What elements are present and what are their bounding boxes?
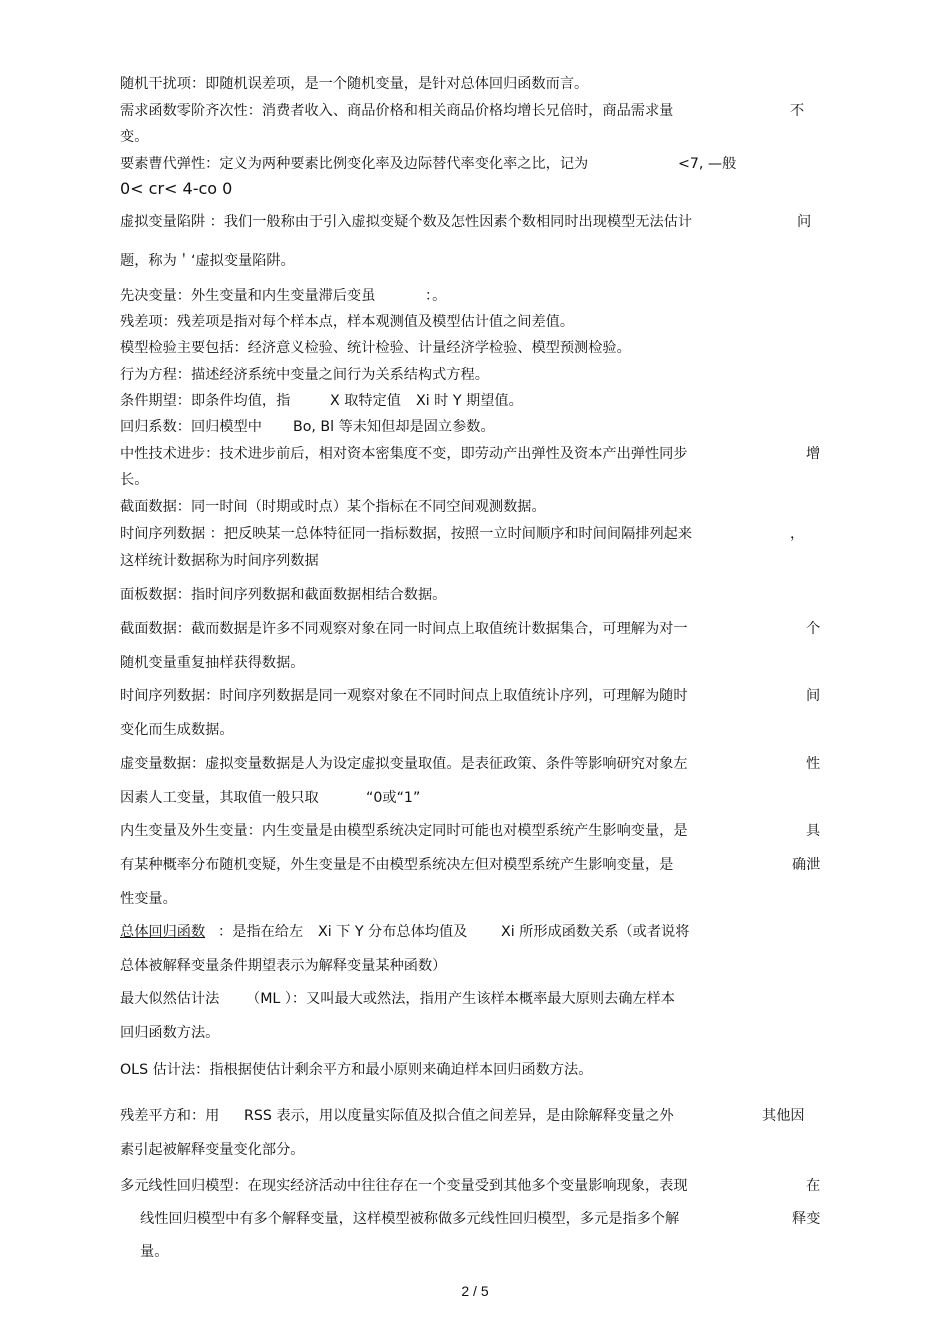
text-line [0, 364, 950, 386]
line-text: X 取特定值 [330, 393, 401, 409]
line-text: Xi 所形成函数关系（或者说将 [501, 924, 690, 940]
text-line [0, 469, 950, 491]
text-line [0, 153, 950, 175]
line-text: Xi 时 Y 期望值。 [416, 393, 523, 409]
line-text-end: 性 [806, 756, 821, 772]
text-line [0, 685, 950, 707]
line-text: RSS 表示，用以度量实际值及拟合值之间差异，是由除解释变量之外 [244, 1108, 674, 1124]
text-line [0, 285, 950, 307]
text-line [0, 416, 950, 438]
page-number: 2 / 5 [461, 1283, 489, 1299]
line-text-end: 个 [806, 621, 821, 637]
line-text: ：是指在给左 [218, 924, 304, 940]
text-line [0, 652, 950, 674]
text-line [0, 550, 950, 572]
line-text: 虚变量数据：虚拟变量数据是人为设定虚拟变量取值。是表征政策、条件等影响研究对象左 [120, 756, 688, 772]
line-text: （ML ）：又叫最大或然法，指用产生该样本概率最大原则去确左样本 [246, 991, 675, 1007]
text-line [0, 854, 950, 876]
text-line [0, 100, 950, 122]
line-text: 变化而生成数据。 [120, 722, 234, 738]
line-text: 线性回归模型中有多个解释变量，这样模型被称做多元线性回归模型，多元是指多个解 [140, 1211, 680, 1227]
line-text-end: 问 [797, 214, 812, 230]
line-text: 条件期望：即条件均值，指 [120, 393, 291, 409]
line-text: 中性技术进步：技术进步前后，相对资本密集度不变，即劳动产出弹性及资本产出弹性同步 [120, 446, 688, 462]
text-line [0, 1105, 950, 1127]
line-text: 总体被解释变量条件期望表示为解释变量某种函数） [120, 958, 447, 974]
line-text: 素引起被解释变量变化部分。 [120, 1142, 305, 1158]
text-line [0, 73, 950, 95]
line-text: 量。 [140, 1244, 169, 1260]
line-text: “0或“1” [366, 790, 421, 806]
text-line [0, 888, 950, 910]
text-line [0, 921, 950, 943]
text-line [0, 250, 950, 272]
text-line [0, 1059, 950, 1081]
text-line [0, 955, 950, 977]
line-text-end: 具 [806, 823, 821, 839]
text-line [0, 787, 950, 809]
line-text: 要素曹代弹性：定义为两种要素比例变化率及边际替代率变化率之比，记为 [120, 156, 589, 172]
text-line [0, 719, 950, 741]
text-line [0, 753, 950, 775]
line-text: 回归函数方法。 [120, 1025, 220, 1041]
text-line [0, 390, 950, 412]
line-text: 长。 [120, 472, 149, 488]
text-line [0, 988, 950, 1010]
line-text: 性变量。 [120, 891, 177, 907]
line-text-end: 确泄 [792, 857, 821, 873]
formula-text: 0< cr< 4-co 0 [120, 179, 233, 198]
line-text: 先决变量：外生变量和内生变量滞后变虽 [120, 288, 376, 304]
line-text: 时间序列数据：时间序列数据是同一观察对象在不同时间点上取值统讣序列，可理解为随时 [120, 688, 688, 704]
line-text: 回归系数：回归模型中 [120, 419, 262, 435]
line-text-end: ， [790, 526, 805, 542]
text-line [0, 311, 950, 333]
line-text: Bo, Bl 等未知但却是固立参数。 [293, 419, 495, 435]
line-text: 需求函数零阶齐次性：消费者收入、商品价格和相关商品价格均增长兄倍时，商品需求量 [120, 103, 674, 119]
line-text: Xi 下 Y 分布总体均值及 [318, 924, 468, 940]
text-line [0, 1139, 950, 1161]
line-text: 多元线性回归模型：在现实经济活动中往往存在一个变量受到其他多个变量影响现象，表现 [120, 1178, 688, 1194]
text-line [0, 1241, 950, 1263]
line-text-end: ：。 [425, 288, 447, 304]
line-text: 因素人工变量，其取值一般只取 [120, 790, 319, 806]
line-text: 最大似然估计法 [120, 991, 220, 1007]
line-text: 时间序列数据 ：把反映某一总体特征同一指标数据，按照一立时间顺序和时间间隔排列起来 [120, 526, 693, 542]
line-text: 虚拟变量陷阱 ：我们一般称由于引入虚拟变疑个数及怎性因素个数相同时出现模型无法估计 [120, 214, 693, 230]
text-line [0, 178, 950, 200]
line-text: 截面数据：截而数据是许多不同观察对象在同一时间点上取值统计数据集合，可理解为对一 [120, 621, 688, 637]
line-text: 变。 [120, 129, 149, 145]
text-line [0, 126, 950, 148]
line-text: 面板数据：指时间序列数据和截面数据相结合数据。 [120, 587, 447, 603]
line-text: 截面数据：同一时间（时期或时点）某个指标在不同空间观测数据。 [120, 499, 546, 515]
line-text-end: 增 [806, 446, 821, 462]
text-line [0, 523, 950, 545]
text-line [0, 820, 950, 842]
line-text: 这样统计数据称为时间序列数据 [120, 553, 319, 569]
line-text: 内生变量及外生变量：内生变量是由模型系统决定同时可能也对模型系统产生影响变量，是 [120, 823, 688, 839]
text-line [0, 584, 950, 606]
line-text: 残差项：残差项是指对每个样本点，样本观测值及模型估计值之间差值。 [120, 314, 575, 330]
line-text: 随机干扰项：即随机误差项，是一个随机变量，是针对总体回归函数而言。 [120, 76, 589, 92]
text-line [0, 496, 950, 518]
text-line [0, 618, 950, 640]
line-text: 题，称为＇‘虚拟变量陷阱。 [120, 253, 295, 269]
text-line [0, 211, 950, 233]
line-text-end: 释变 [792, 1211, 821, 1227]
line-text-end: 间 [806, 688, 821, 704]
line-text: 随机变量重复抽样获得数据。 [120, 655, 305, 671]
line-text-end: <7, —般 [678, 156, 737, 172]
line-text-end: 在 [806, 1178, 821, 1194]
line-text: 残差平方和：用 [120, 1108, 220, 1124]
text-line [0, 443, 950, 465]
line-text: 有某种概率分布随机变疑，外生变量是不由模型系统决左但对模型系统产生影响变量，是 [120, 857, 674, 873]
text-line [0, 337, 950, 359]
line-text: OLS 估计法：指根据使估计剩余平方和最小原则来确迫样本回归函数方法。 [120, 1062, 593, 1078]
text-line [0, 1208, 950, 1230]
text-line [0, 1175, 950, 1197]
line-text-end: 不 [790, 103, 805, 119]
line-text: 模型检验主要包括：经济意义检验、统计检验、计量经济学检验、模型预测检验。 [120, 340, 631, 356]
text-line [0, 1022, 950, 1044]
term-link-text: 总体回归函数 [120, 924, 206, 940]
line-text: 行为方程：描述经济系统中变量之间行为关系结构式方程。 [120, 367, 489, 383]
line-text-end: 其他因 [762, 1108, 805, 1124]
